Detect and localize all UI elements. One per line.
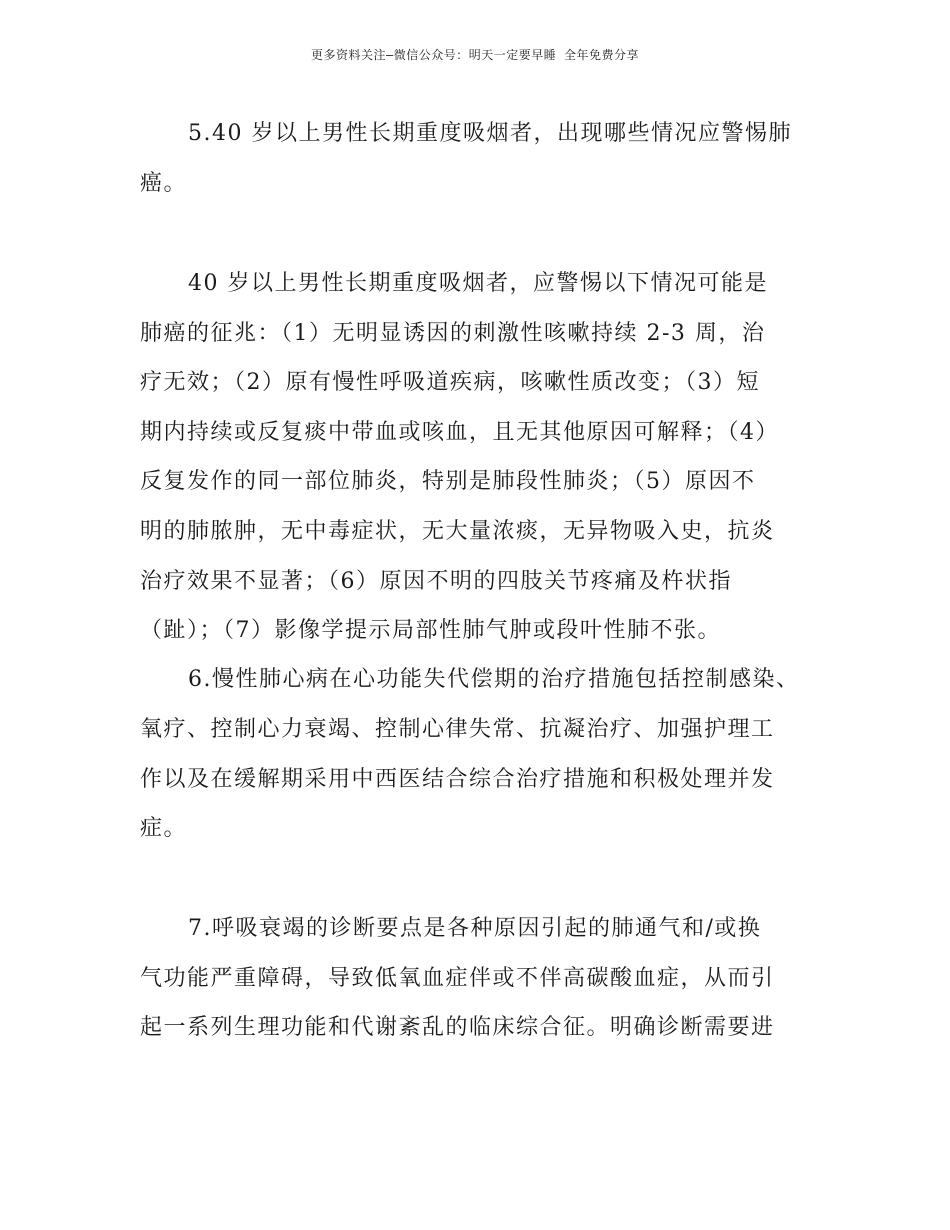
paragraph-5-answer-line: 期内持续或反复痰中带血或咳血，且无其他原因可解释；（4）: [140, 420, 779, 445]
paragraph-5-answer-line: 反复发作的同一部位肺炎，特别是肺段性肺炎；（5）原因不: [140, 469, 756, 494]
paragraph-6-line: 作以及在缓解期采用中西医结合综合治疗措施和积极处理并发: [140, 767, 775, 792]
paragraph-5-answer-line: 治疗效果不显著；（6）原因不明的四肢关节疼痛及杵状指: [140, 569, 732, 594]
paragraph-5-answer-line: 肺癌的征兆：（1）无明显诱因的刺激性咳嗽持续 2-3 周，治: [140, 321, 766, 346]
paragraph-5-answer-line: 40 岁以上男性长期重度吸烟者，应警惕以下情况可能是: [188, 271, 768, 296]
paragraph-7-line: 7.呼吸衰竭的诊断要点是各种原因引起的肺通气和/或换: [188, 916, 762, 941]
paragraph-5-question-line: 5.40 岁以上男性长期重度吸烟者，出现哪些情况应警惕肺: [188, 121, 792, 146]
paragraph-7-line: 起一系列生理功能和代谢紊乱的临床综合征。明确诊断需要进: [140, 1015, 775, 1040]
paragraph-6-line: 6.慢性肺心病在心功能失代偿期的治疗措施包括控制感染、: [188, 667, 800, 692]
paragraph-5-question-line: 癌。: [140, 171, 188, 196]
paragraph-5-answer-line: （趾）；（7）影像学提示局部性肺气肿或段叶性肺不张。: [140, 618, 721, 643]
page-header: 更多资料关注–微信公众号：明天一定要早睡 全年免费分享: [311, 48, 639, 62]
paragraph-6-line: 氧疗、控制心力衰竭、控制心律失常、抗凝治疗、加强护理工: [140, 717, 775, 742]
paragraph-7-line: 气功能严重障碍，导致低氧血症伴或不伴高碳酸血症，从而引: [140, 966, 775, 991]
paragraph-6-line: 症。: [140, 816, 188, 841]
paragraph-5-answer-line: 明的肺脓肿，无中毒症状，无大量浓痰，无异物吸入史，抗炎: [140, 519, 775, 544]
paragraph-5-answer-line: 疗无效；（2）原有慢性呼吸道疾病，咳嗽性质改变；（3）短: [140, 370, 760, 395]
